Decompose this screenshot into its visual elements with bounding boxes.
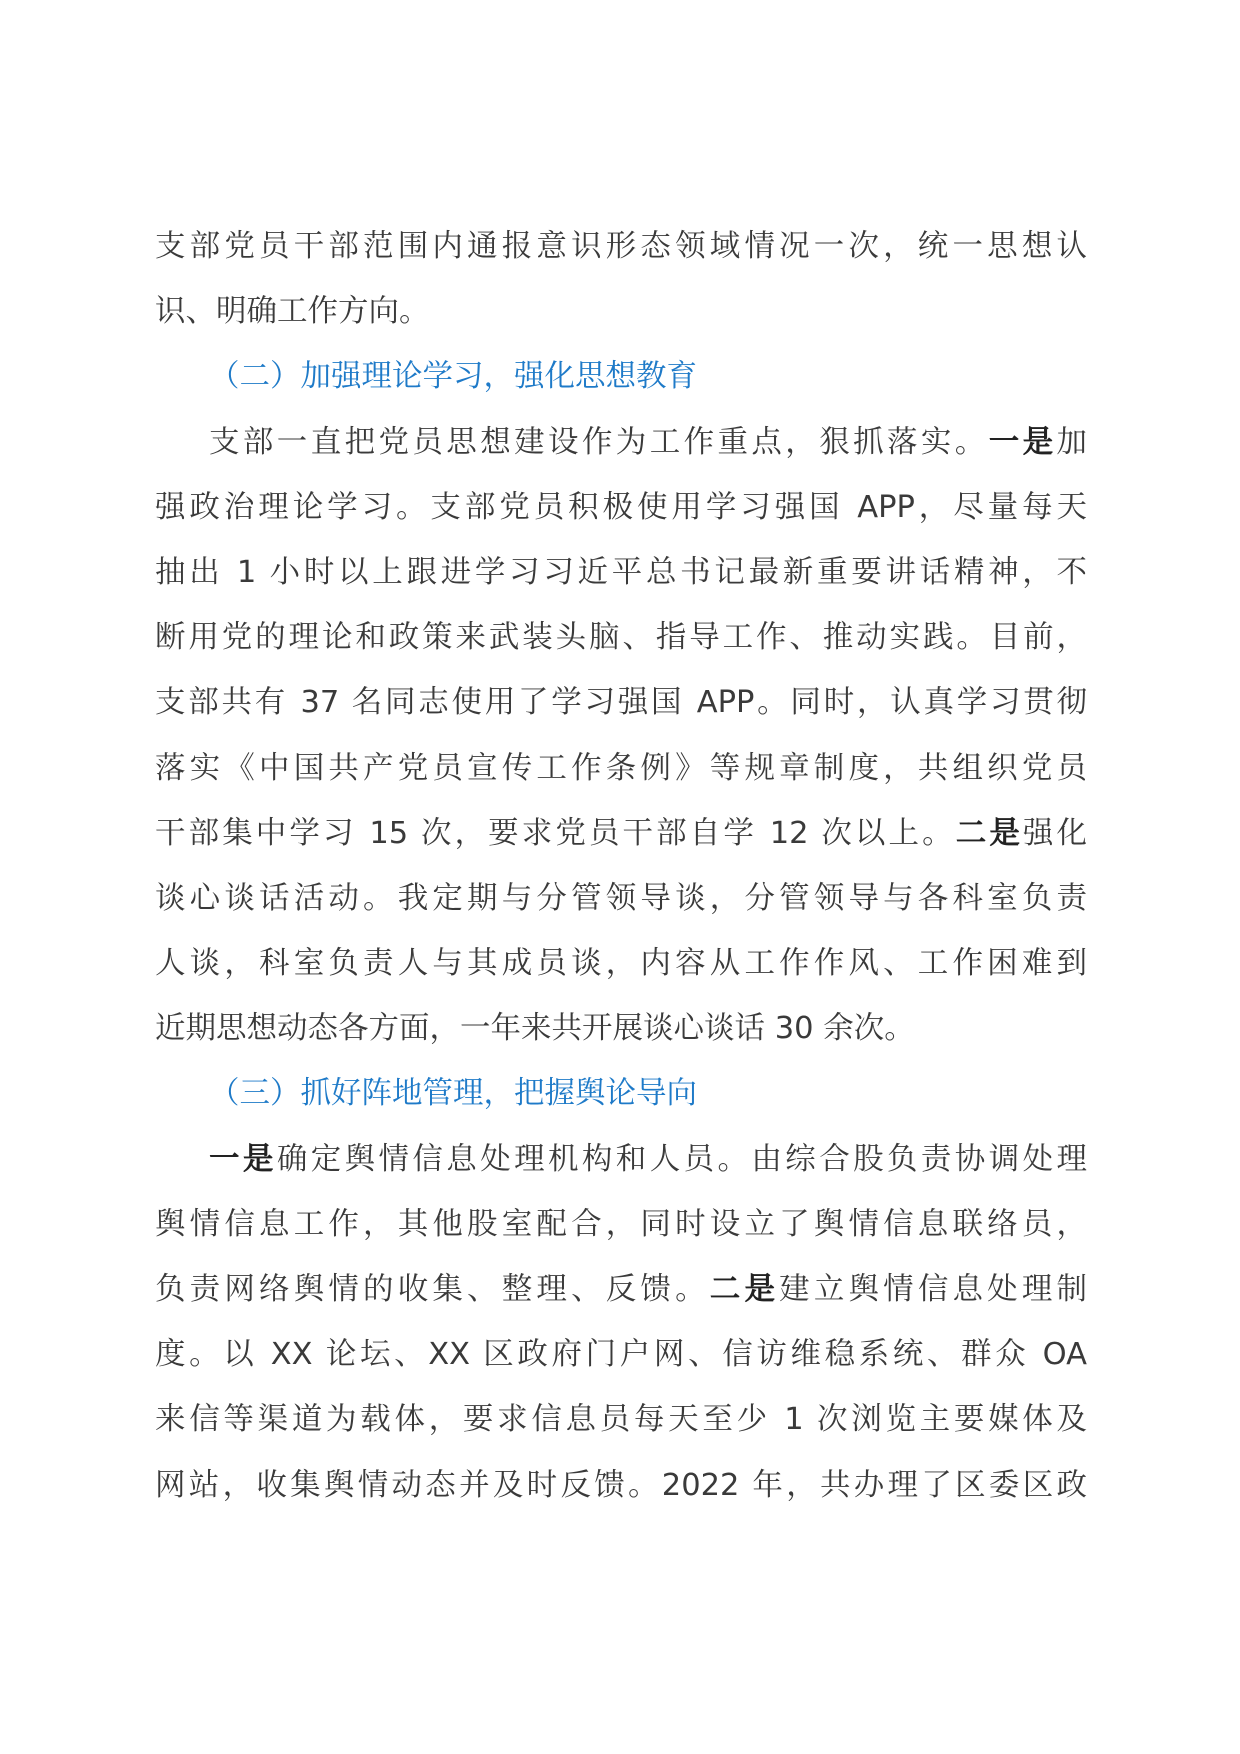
- section-heading: [155, 1061, 1087, 1126]
- text-run: 抽出 1 小时以上跟进学习习近平总书记最新重要讲话精神，不: [155, 554, 1087, 590]
- paragraph-line: [155, 1127, 1087, 1192]
- text-run: 支部一直把党员思想建设作为工作重点，狠抓落实。: [209, 424, 989, 460]
- section-heading: [155, 344, 1087, 409]
- text-run: 强政治理论学习。支部党员积极使用学习强国 APP，尽量每天: [155, 489, 1087, 525]
- paragraph-line: [155, 1387, 1087, 1452]
- text-run: 网站，收集舆情动态并及时反馈。2022 年，共办理了区委区政: [155, 1467, 1087, 1503]
- text-run: 谈心谈话活动。我定期与分管领导谈，分管领导与各科室负责: [155, 880, 1087, 916]
- text-run: （二）加强理论学习，强化思想教育: [209, 359, 697, 395]
- text-run: 确定舆情信息处理机构和人员。由综合股负责协调处理: [276, 1141, 1088, 1177]
- text-run: 识、明确工作方向。: [155, 294, 430, 330]
- paragraph-line: [155, 1322, 1087, 1387]
- paragraph-line: [155, 1453, 1087, 1518]
- paragraph-line: [155, 736, 1087, 801]
- text-run: 断用党的理论和政策来武装头脑、指导工作、推动实践。目前，: [155, 620, 1087, 656]
- text-run: 支部党员干部范围内通报意识形态领域情况一次，统一思想认: [155, 229, 1087, 264]
- text-run: 强化: [1022, 815, 1088, 851]
- emphasis-text: 一是: [209, 1141, 277, 1177]
- paragraph-line: [155, 475, 1087, 540]
- paragraph-line: [155, 279, 1087, 344]
- paragraph-line: [155, 540, 1087, 605]
- paragraph-line: [155, 801, 1087, 866]
- paragraph-line: [155, 670, 1087, 735]
- text-run: 支部共有 37 名同志使用了学习强国 APP。同时，认真学习贯彻: [155, 685, 1087, 721]
- emphasis-text: 一是: [988, 424, 1057, 460]
- text-run: 落实《中国共产党员宣传工作条例》等规章制度，共组织党员: [155, 750, 1087, 786]
- document-page: [155, 214, 1087, 1518]
- text-run: 度。以 XX 论坛、XX 区政府门户网、信访维稳系统、群众 OA: [155, 1337, 1087, 1373]
- paragraph-line: [155, 605, 1087, 670]
- paragraph-line: [155, 866, 1087, 931]
- text-run: 近期思想动态各方面，一年来共开展谈心谈话 30 余次。: [155, 1011, 915, 1047]
- text-run: 舆情信息工作，其他股室配合，同时设立了舆情信息联络员，: [155, 1206, 1087, 1242]
- text-run: 干部集中学习 15 次，要求党员干部自学 12 次以上。: [155, 815, 956, 851]
- text-run: 加: [1056, 424, 1088, 460]
- paragraph-line: [155, 1257, 1087, 1322]
- paragraph-line: [155, 931, 1087, 996]
- paragraph-line: [155, 410, 1087, 475]
- paragraph-line: [155, 214, 1087, 279]
- text-run: 负责网络舆情的收集、整理、反馈。: [155, 1272, 710, 1307]
- text-run: 来信等渠道为载体，要求信息员每天至少 1 次浏览主要媒体及: [155, 1402, 1087, 1438]
- paragraph-line: [155, 1192, 1087, 1257]
- text-run: （三）抓好阵地管理，把握舆论导向: [209, 1076, 697, 1112]
- emphasis-text: 二是: [955, 815, 1023, 851]
- text-run: 建立舆情信息处理制: [779, 1272, 1088, 1307]
- paragraph-line: [155, 996, 1087, 1061]
- emphasis-text: 二是: [709, 1272, 780, 1307]
- text-run: 人谈，科室负责人与其成员谈，内容从工作作风、工作困难到: [155, 946, 1087, 982]
